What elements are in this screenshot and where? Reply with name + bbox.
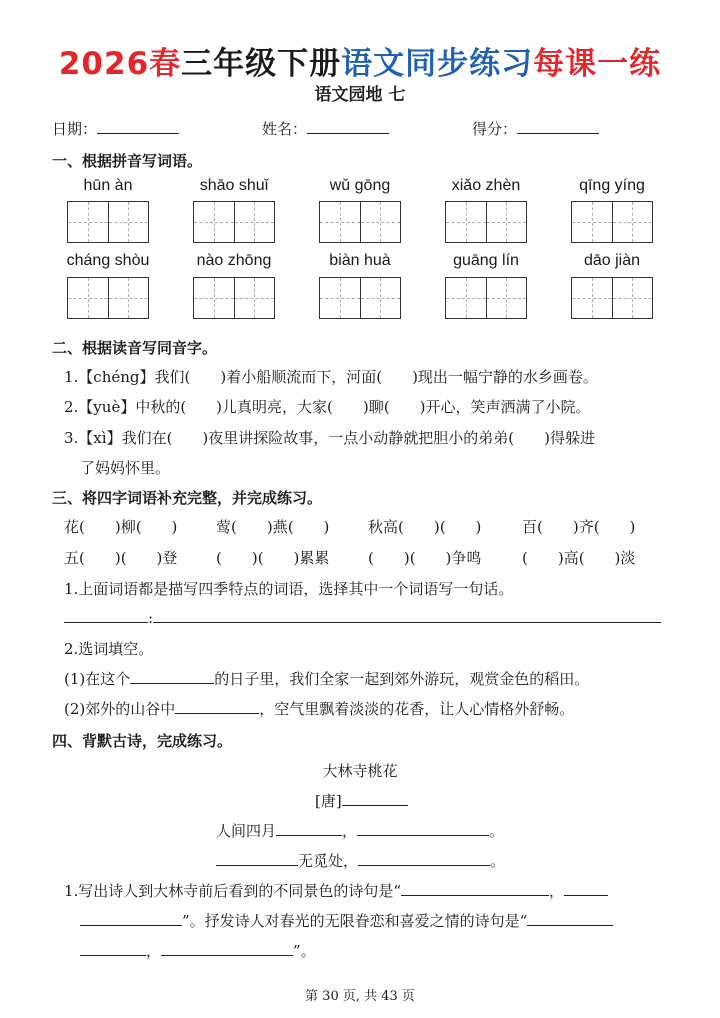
author-blank[interactable] <box>342 791 408 806</box>
fill-blank[interactable] <box>130 669 214 684</box>
answer-blank[interactable] <box>80 941 146 956</box>
writing-grid[interactable] <box>67 201 149 243</box>
answer-blank[interactable] <box>401 881 549 896</box>
pinyin-label: xiǎo zhèn <box>451 177 521 194</box>
poem-punct: ， <box>342 822 358 840</box>
poem-question-1-cont <box>80 910 613 931</box>
idiom-item: ( )( )累累 <box>216 549 330 567</box>
answer-blank[interactable] <box>527 911 613 926</box>
dynasty-label: [唐] <box>315 792 342 810</box>
pinyin-label: qīng yíng <box>579 177 645 194</box>
pinyin-label: hūn àn <box>83 177 133 194</box>
answer-blank[interactable] <box>161 941 293 956</box>
question-text: 1.写出诗人到大林寺前后看到的不同景色的诗句是“ <box>64 882 401 900</box>
writing-grid[interactable] <box>319 277 401 319</box>
name-blank[interactable] <box>307 119 389 134</box>
homophone-question-3-cont: 了妈妈怀里。 <box>80 459 171 477</box>
poem-blank[interactable] <box>216 851 298 866</box>
poem-punct: 。 <box>489 822 505 840</box>
title-grade: 三年级下册 <box>181 46 342 82</box>
poem-question-1 <box>64 880 608 901</box>
sentence-answer-line[interactable] <box>64 608 661 627</box>
idiom-item: 百( )齐( ) <box>522 518 636 536</box>
question-punct: ， <box>548 882 564 900</box>
homophone-question-3: 3.【xì】我们在( )夜里讲探险故事，一点小动静就把胆小的弟弟( )得躲进 <box>64 429 595 447</box>
homophone-question-1: 1.【chéng】我们( )着小船顺流而下，河面( )现出一幅宁静的水乡画卷。 <box>64 368 598 386</box>
writing-grid[interactable] <box>571 277 653 319</box>
idiom-item: ( )( )争鸣 <box>368 549 482 567</box>
poem-line-1 <box>216 820 504 841</box>
answer-colon: : <box>148 609 154 627</box>
answer-blank[interactable] <box>564 881 608 896</box>
writing-grid[interactable] <box>193 277 275 319</box>
writing-grid[interactable] <box>319 201 401 243</box>
poem-author-line <box>315 790 408 811</box>
poem-blank[interactable] <box>276 821 342 836</box>
writing-grid[interactable] <box>445 201 527 243</box>
poem-blank[interactable] <box>358 851 490 866</box>
writing-grid[interactable] <box>193 201 275 243</box>
score-label: 得分： <box>472 120 518 138</box>
lesson-subtitle: 语文园地 七 <box>314 85 406 105</box>
homophone-question-2: 2.【yuè】中秋的( )儿真明亮，大家( )聊( )开心，笑声洒满了小院。 <box>64 398 591 416</box>
fill-text: 的日子里，我们全家一起到郊外游玩，观赏金色的稻田。 <box>214 670 590 688</box>
pinyin-label: wǔ gōng <box>329 177 391 194</box>
date-field[interactable] <box>52 118 179 139</box>
section4-heading: 四、背默古诗，完成练习。 <box>52 732 233 750</box>
question-text: ”。抒发诗人对春光的无限眷恋和喜爱之情的诗句是“ <box>182 912 528 930</box>
title-subject: 语文同步练习 <box>341 46 534 82</box>
writing-grid[interactable] <box>571 201 653 243</box>
idiom-item: 五( )( )登 <box>64 549 178 567</box>
name-label: 姓名： <box>262 120 308 138</box>
question-punct: ”。 <box>293 942 316 960</box>
idiom-item: 秋高( )( ) <box>368 518 482 536</box>
fill-in-sentence-2 <box>64 698 574 719</box>
date-blank[interactable] <box>97 119 179 134</box>
section1-heading: 一、根据拼音写词语。 <box>52 152 203 170</box>
poem-blank[interactable] <box>357 821 489 836</box>
pinyin-label: shāo shuǐ <box>199 177 269 194</box>
idiom-item: 花( )柳( ) <box>64 518 178 536</box>
idiom-question-1: 1.上面词语都是描写四季特点的词语，选择其中一个词语写一句话。 <box>64 580 514 598</box>
title-tagline: 每课一练 <box>533 46 662 82</box>
pinyin-label: biàn huà <box>329 252 391 269</box>
section2-heading: 二、根据读音写同音字。 <box>52 339 218 357</box>
name-field[interactable] <box>262 118 389 139</box>
pinyin-label: cháng shòu <box>66 252 150 269</box>
score-blank[interactable] <box>517 119 599 134</box>
fill-blank[interactable] <box>175 699 259 714</box>
page-title <box>0 38 720 83</box>
score-field[interactable] <box>472 118 599 139</box>
poem-question-1-end <box>80 940 316 961</box>
idiom-item: ( )高( )淡 <box>522 549 636 567</box>
idiom-choice-blank[interactable] <box>64 608 148 623</box>
section3-heading: 三、将四字词语补充完整，并完成练习。 <box>52 489 323 507</box>
poem-text: 人间四月 <box>216 822 277 840</box>
writing-grid[interactable] <box>67 277 149 319</box>
sentence-blank[interactable] <box>153 608 661 623</box>
writing-grid[interactable] <box>445 277 527 319</box>
pinyin-label: guāng lín <box>453 252 519 269</box>
poem-title: 大林寺桃花 <box>322 762 398 780</box>
fill-text: (1)在这个 <box>64 670 131 688</box>
answer-blank[interactable] <box>80 911 182 926</box>
pinyin-label: nào zhōng <box>196 252 272 269</box>
poem-line-2 <box>216 850 505 871</box>
fill-text: (2)郊外的山谷中 <box>64 700 176 718</box>
pinyin-label: dāo jiàn <box>583 252 641 269</box>
fill-text: ，空气里飘着淡淡的花香，让人心情格外舒畅。 <box>259 700 575 718</box>
title-year: 2026春 <box>58 46 182 82</box>
idiom-item: 莺( )燕( ) <box>216 518 330 536</box>
fill-in-sentence-1 <box>64 668 589 689</box>
idiom-question-2: 2.选词填空。 <box>64 640 154 658</box>
poem-punct: 。 <box>490 852 506 870</box>
date-label: 日期： <box>52 120 98 138</box>
question-punct: ， <box>146 942 162 960</box>
page-number: 第 30 页, 共 43 页 <box>305 989 415 1004</box>
poem-text: 无觅处， <box>298 852 359 870</box>
